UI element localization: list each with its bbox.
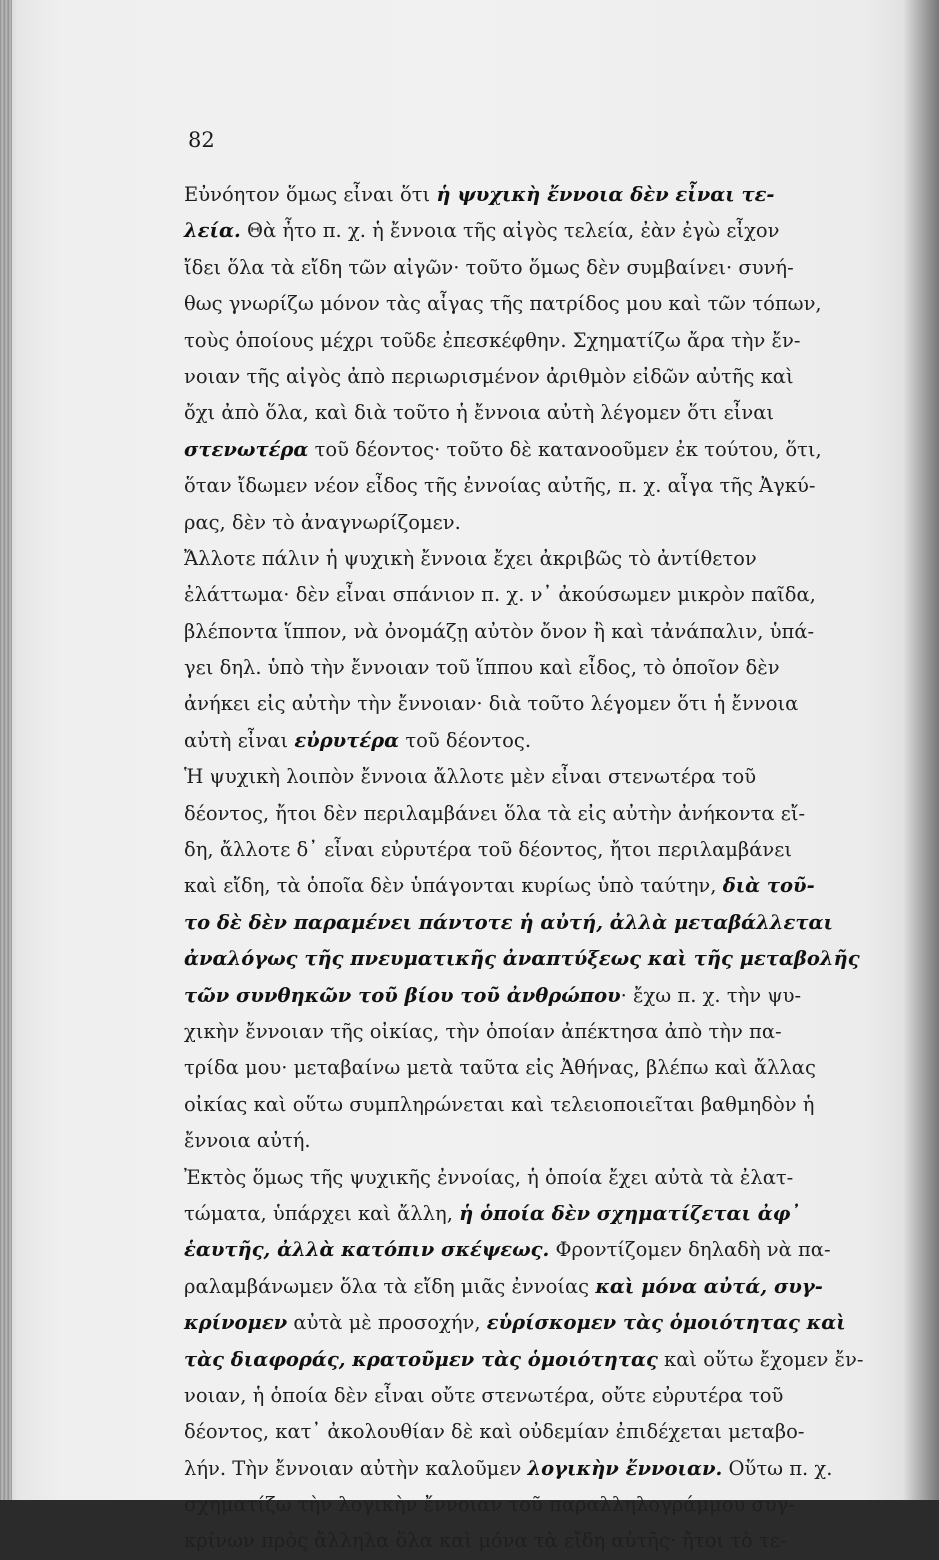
text-segment: ραλαμβάνωμεν ὅλα τὰ εἴδη μιᾶς ἐννοίας	[184, 1274, 596, 1298]
text-line	[184, 941, 884, 977]
text-segment: λήν. Τὴν ἔννοιαν αὐτὴν καλοῦμεν	[184, 1456, 528, 1480]
text-segment: θως γνωρίζω μόνον τὰς αἶγας τῆς πατρίδος μου καὶ τῶν τόπων,	[184, 292, 822, 316]
text-line	[184, 1087, 884, 1123]
text-line	[184, 323, 884, 359]
text-segment: αὐτὰ μὲ προσοχήν,	[287, 1311, 487, 1335]
text-line	[184, 541, 884, 577]
emphasis-text: λεία.	[184, 219, 241, 243]
text-segment: ἀνήκει εἰς αὐτὴν τὴν ἔννοιαν· διὰ τοῦτο λέγομεν ὅτι ἡ ἔννοια	[184, 692, 799, 716]
text-line	[184, 1342, 884, 1378]
text-segment: αὐτὴ εἶναι	[184, 728, 295, 752]
text-segment: σχηματίζω τὴν λογικὴν ἔννοιαν τοῦ παραλληλογράμμου συγ-	[184, 1493, 795, 1517]
emphasis-text: λογικὴν ἔννοιαν.	[527, 1456, 723, 1480]
text-segment: Ἡ ψυχικὴ λοιπὸν ἔννοια ἄλλοτε μὲν εἶναι στενωτέρα τοῦ	[184, 765, 757, 789]
text-segment: ἐλάττωμα· δὲν εἶναι σπάνιον π. χ. ν᾽ ἀκούσωμεν μικρὸν παῖδα,	[184, 583, 816, 607]
text-segment: γει δηλ. ὑπὸ τὴν ἔννοιαν τοῦ ἵππου καὶ εἶδος, τὸ ὁποῖον δὲν	[184, 656, 780, 680]
page-stack-edge	[0, 0, 12, 1500]
emphasis-text: ἡ ψυχικὴ ἔννοια δὲν εἶναι τε-	[436, 183, 775, 206]
emphasis-text: το δὲ δὲν παραμένει πάντοτε ἡ αὐτή, ἀλλὰ μεταβάλλεται	[184, 910, 833, 934]
text-line	[184, 286, 884, 322]
text-line	[184, 1414, 884, 1450]
text-segment: τοὺς ὁποίους μέχρι τοῦδε ἐπεσκέφθην. Σχηματίζω ἄρα τὴν ἔν-	[184, 328, 801, 352]
text-line	[184, 1014, 884, 1050]
text-line	[184, 905, 884, 941]
text-line	[184, 1232, 884, 1268]
emphasis-text: καὶ μόνα αὐτά, συγ-	[595, 1274, 823, 1298]
text-segment: Ἐκτὸς ὅμως τῆς ψυχικῆς ἐννοίας, ἡ ὁποία ἔχει αὐτὰ τὰ ἐλατ-	[184, 1165, 794, 1189]
text-segment: καὶ οὕτω ἔχομεν ἔν-	[657, 1347, 864, 1371]
text-segment: Φροντίζομεν δηλαδὴ νὰ πα-	[549, 1238, 831, 1262]
emphasis-text: τὰς διαφοράς, κρατοῦμεν τὰς ὁμοιότητας	[184, 1347, 658, 1371]
emphasis-text: κρίνομεν	[184, 1311, 288, 1335]
body-text	[184, 177, 884, 1560]
text-line	[184, 832, 884, 868]
emphasis-text: στενωτέρα	[184, 437, 309, 461]
text-segment: τώματα, ὑπάρχει καὶ ἄλλη,	[184, 1201, 460, 1225]
text-segment: νοιαν τῆς αἰγὸς ἀπὸ περιωρισμένον ἀριθμὸν εἰδῶν αὐτῆς καὶ	[184, 364, 794, 388]
text-segment: ὅταν ἴδωμεν νέον εἶδος τῆς ἐννοίας αὐτῆς, π. χ. αἶγα τῆς Ἀγκύ-	[184, 474, 816, 498]
text-line	[184, 395, 884, 431]
text-segment: νοιαν, ἡ ὁποία δὲν εἶναι οὔτε στενωτέρα, οὔτε εὐρυτέρα τοῦ	[184, 1383, 784, 1407]
emphasis-text: τῶν συνθηκῶν τοῦ βίου τοῦ ἀνθρώπου	[184, 983, 621, 1007]
text-line	[184, 1269, 884, 1305]
text-segment: δη, ἄλλοτε δ᾽ εἶναι εὐρυτέρα τοῦ δέοντος, ἤτοι περιλαμβάνει	[184, 838, 793, 862]
text-segment: Εὐνόητον ὅμως εἶναι ὅτι	[184, 183, 437, 206]
text-line	[184, 468, 884, 504]
text-line	[184, 213, 884, 249]
text-segment: ὄχι ἀπὸ ὅλα, καὶ διὰ τοῦτο ἡ ἔννοια αὐτὴ λέγομεν ὅτι εἶναι	[184, 401, 775, 425]
text-line	[184, 432, 884, 468]
emphasis-text: εὐρυτέρα	[294, 728, 400, 752]
text-segment: Θὰ ἦτο π. χ. ἡ ἔννοια τῆς αἰγὸς τελεία, ἐὰν ἐγὼ εἶχον	[240, 219, 780, 243]
text-line	[184, 723, 884, 759]
text-line	[184, 250, 884, 286]
text-line	[184, 978, 884, 1014]
text-segment: δέοντος, ἤτοι δὲν περιλαμβάνει ὅλα τὰ εἰς αὐτὴν ἀνήκοντα εἴ-	[184, 801, 806, 825]
text-line	[184, 614, 884, 650]
text-line	[184, 359, 884, 395]
page-number: 82	[188, 128, 215, 152]
text-line	[184, 1487, 884, 1523]
text-line	[184, 1523, 884, 1559]
text-segment: βλέποντα ἵππον, νὰ ὀνομάζῃ αὐτὸν ὄνον ἢ καὶ τἀνάπαλιν, ὑπά-	[184, 619, 815, 643]
text-segment: · ἔχω π. χ. τὴν ψυ-	[620, 983, 802, 1007]
text-segment: τοῦ δέοντος.	[399, 728, 532, 752]
text-segment: χικὴν ἔννοιαν τῆς οἰκίας, τὴν ὁποίαν ἀπέκτησα ἀπὸ τὴν πα-	[184, 1019, 782, 1043]
text-segment: ἴδει ὅλα τὰ εἴδη τῶν αἰγῶν· τοῦτο ὅμως δὲν συμβαίνει· συνή-	[184, 255, 794, 279]
emphasis-text: ἀναλόγως τῆς πνευματικῆς ἀναπτύξεως καὶ τῆς μεταβολῆς	[184, 947, 860, 971]
text-segment: τοῦ δέοντος· τοῦτο δὲ κατανοοῦμεν ἐκ τούτου, ὅτι,	[308, 437, 822, 461]
text-line	[184, 1305, 884, 1341]
text-segment: Ἄλλοτε πάλιν ἡ ψυχικὴ ἔννοια ἔχει ἀκριβῶς τὸ ἀντίθετον	[184, 546, 757, 570]
emphasis-text: ἑαυτῆς, ἀλλὰ κατόπιν σκέψεως.	[184, 1238, 550, 1262]
text-line	[184, 1378, 884, 1414]
text-line	[184, 577, 884, 613]
emphasis-text: εὑρίσκομεν τὰς ὁμοιότητας καὶ	[486, 1311, 846, 1335]
text-segment: κρίνων πρὸς ἄλληλα ὅλα καὶ μόνα τὰ εἴδη αὐτῆς· ἤτοι τὸ τε-	[184, 1529, 787, 1553]
text-line	[184, 796, 884, 832]
text-segment: δέοντος, κατ᾽ ἀκολουθίαν δὲ καὶ οὐδεμίαν ἐπιδέχεται μεταβο-	[184, 1420, 805, 1444]
text-line	[184, 1123, 884, 1159]
emphasis-text: ἡ ὁποία δὲν σχηματίζεται ἀφ᾽	[459, 1201, 801, 1225]
page-shadow	[903, 0, 939, 1500]
emphasis-text: διὰ τοῦ-	[722, 874, 815, 898]
text-segment: καὶ εἴδη, τὰ ὁποῖα δὲν ὑπάγονται κυρίως ὑπὸ ταύτην,	[184, 874, 723, 898]
text-line	[184, 505, 884, 541]
text-segment: οἰκίας καὶ οὕτω συμπληρώνεται καὶ τελειοποιεῖται βαθμηδὸν ἡ	[184, 1092, 815, 1116]
text-line	[184, 1160, 884, 1196]
text-line	[184, 177, 884, 213]
text-line	[184, 868, 884, 904]
text-line	[184, 759, 884, 795]
text-segment: Οὕτω π. χ.	[722, 1456, 833, 1480]
text-segment: ἔννοια αὐτή.	[184, 1129, 311, 1153]
text-line	[184, 1451, 884, 1487]
text-line	[184, 1196, 884, 1232]
text-line	[184, 1050, 884, 1086]
text-line	[184, 686, 884, 722]
text-segment: τρίδα μου· μεταβαίνω μετὰ ταῦτα εἰς Ἀθήνας, βλέπω καὶ ἄλλας	[184, 1056, 816, 1080]
text-segment: ρας, δὲν τὸ ἀναγνωρίζομεν.	[184, 510, 461, 534]
text-line	[184, 650, 884, 686]
